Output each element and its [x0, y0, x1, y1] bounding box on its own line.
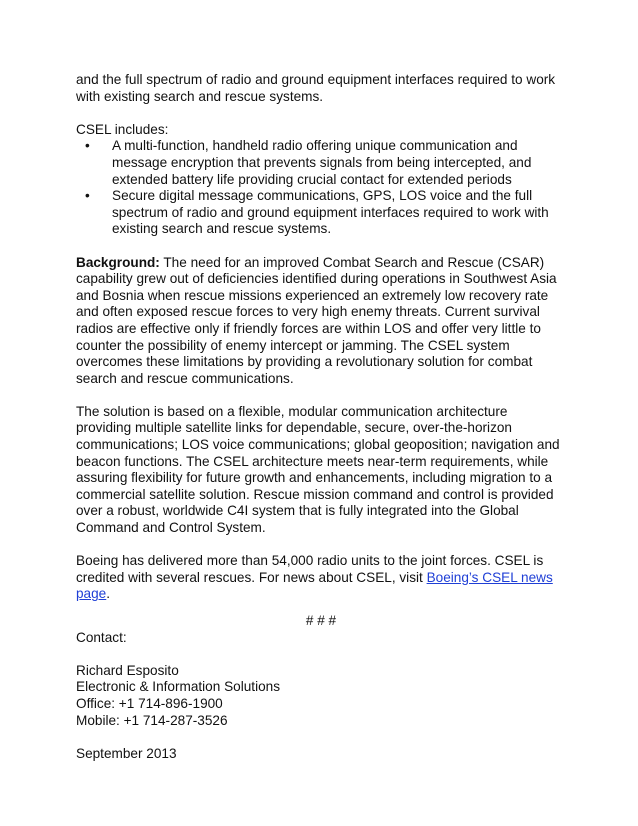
contact-mobile: Mobile: +1 714-287-3526 [76, 712, 228, 728]
contact-office: Office: +1 714-896-1900 [76, 695, 223, 711]
background-label: Background: [76, 254, 160, 270]
csel-news-link[interactable]: Boeing’s CSEL news page [76, 569, 553, 602]
includes-heading: CSEL includes: [76, 121, 169, 137]
list-item-text: A multi-function, handheld radio offering unique communication and message encryption that prevents signals from being intercepted, and extended battery life providing crucial contact for extended periods [112, 138, 532, 187]
bullet-icon: • [85, 188, 90, 204]
contact-name: Richard Esposito [76, 662, 179, 678]
document-date: September 2013 [76, 745, 177, 761]
includes-list [76, 138, 566, 238]
intro-continuation: and the full spectrum of radio and ground equipment interfaces required to work with existing search and rescue systems. [76, 72, 556, 104]
solution-paragraph: The solution is based on a flexible, modular communication architecture providing multiple satellite links for dependable, secure, over-the-horizon communications; LOS voice communications; global geoposition; navigation and beacon functions. The CSEL architecture meets near-term requirements, while assuring flexibility for future growth and enhancements, including migration to a commercial satellite solution. Rescue mission command and control is provided over a robust, worldwide C4I system that is fully integrated into the Global Command and Control System. [76, 403, 560, 536]
bullet-icon: • [85, 138, 90, 154]
list-item [76, 138, 566, 188]
background-text: The need for an improved Combat Search and Rescue (CSAR) capability grew out of deficiencies identified during operations in Southwest Asia and Bosnia when rescue missions experienced an extremely low recovery rate and often exposed rescue forces to very high enemy threats. Current survival radios are effective only if friendly forces are within LOS and offer very little to counter the possibility of enemy intercept or jamming. The CSEL system overcomes these limitations by providing a revolutionary solution for combat search and rescue communications. [76, 254, 557, 386]
list-item-text: Secure digital message communications, GPS, LOS voice and the full spectrum of radio and ground equipment interfaces required to work with existing search and rescue systems. [112, 188, 549, 237]
end-marks: # # # [305, 613, 337, 628]
list-item [76, 188, 566, 238]
contact-label: Contact: [76, 629, 127, 645]
contact-unit: Electronic & Information Solutions [76, 679, 281, 695]
delivery-paragraph [76, 553, 566, 603]
background-paragraph [76, 255, 566, 388]
document-page [76, 72, 566, 762]
delivery-text-end: . [106, 586, 111, 602]
delivery-text: Boeing has delivered more than 54,000 radio units to the joint forces. CSEL is credited with several rescues. For news about CSEL, visit [76, 553, 544, 585]
